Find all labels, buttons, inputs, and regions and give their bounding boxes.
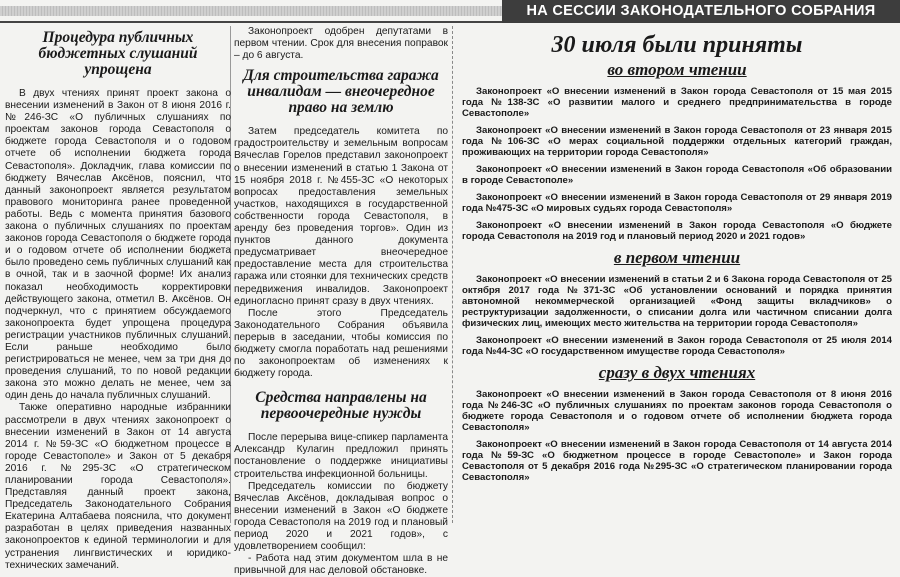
law-item: Законопроект «О внесении изменений в Закон города Севастополя от 23 января 2015 года №106-ЗС «О мерах социальной поддержки отдельных категорий граждан, проживающих на территории города Севастополя» xyxy=(462,125,892,158)
laws-title: 30 июля были приняты xyxy=(551,32,803,58)
header-rule xyxy=(0,21,502,23)
article-paragraph: После этого Председатель Законодательного Собрания объявила перерыв в заседании, чтобы комиссия по бюджету смогла поработать над решениями по законопроектам об изменениях к бюджету города. xyxy=(234,307,448,380)
section-banner: НА СЕССИИ ЗАКОНОДАТЕЛЬНОГО СОБРАНИЯ xyxy=(502,0,900,23)
law-item: Законопроект «О внесении изменений в Закон города Севастополя «Об образовании в городе Севастополе» xyxy=(462,164,892,186)
article-column-1 xyxy=(5,26,231,571)
reading-heading: в первом чтении xyxy=(613,248,741,267)
reading-heading: во втором чтении xyxy=(607,60,747,79)
column-divider-dashed xyxy=(452,26,454,523)
law-item: Законопроект «О внесении изменений в Закон города Севастополя от 14 августа 2014 года №59-ЗС «О бюджетном процессе в городе Севастополе» и Закон города Севастополя от 5 декабря 2016 года №295-ЗС «О стратегическом планировании города Севастополя» xyxy=(462,439,892,483)
law-item: Законопроект «О внесении изменений в Закон города Севастополя «О бюджете города Севастополя на 2019 год и плановый период 2020 и 2021 годов» xyxy=(462,220,892,242)
article-headline: Для строительства гаража инвалидам — внеочередное право на землю xyxy=(243,67,439,117)
header-grey-band xyxy=(0,6,502,16)
article-headline: Процедура публичных бюджетных слушаний упрощена xyxy=(38,29,198,78)
page-header xyxy=(0,0,900,26)
reading-heading: сразу в двух чтениях xyxy=(598,363,756,382)
article-paragraph: В двух чтениях принят проект закона о внесении изменений в Закон от 8 июня 2016 г. №246-ЗС «О публичных слушаниях по проектам законов города Севастополя о бюджете города Севастополя и о годовом отчете об исполнении бюджета города Севастополя». Докладчик, глава комиссии по бюджету Вячеслав Аксёнов, пояснил, что данный законопроект является результатом правового мониторинга ранее проведенной работы. Ведь с момента принятия базового закона о публичных слушаниях по проектам законов города Севастополя о бюджете города и о годовом отчете об исполнении бюджета было проведено семь публичных слушаний как в очной, так и в заочной форме! Их анализ показал необходимость корректировки действующего закона, отметил В. Аксёнов. Он подчеркнул, что с принятием обсуждаемого законопроекта будет упрощена процедура регистрации участников публичных слушаний. Если раньше необходимо было регистрироваться не менее, чем за три дня до проведения слушаний, то по новой редакции закона это можно делать не менее, чем за один день до начала публичных слушаний. xyxy=(5,88,231,402)
article-paragraph: - Работа над этим документом шла в не привычной для нас деловой обстановке. xyxy=(234,553,448,577)
article-paragraph: Затем председатель комитета по градостроительству и земельным вопросам Вячеслав Горелов представил законопроект о внесении изменений в статью 1 Закона от 15 ноября 2018 г. №455-ЗС «О некоторых вопросах предоставления земельных участков, находящихся в государственной собственности города Севастополя, в аренду без проведения торгов». Один из пунктов данного документа предусматривает внеочередное предоставление места для строительства гаража или стоянки для технических средств передвижения инвалидов. Законопроект единогласно принят сразу в двух чтениях. xyxy=(234,126,448,307)
law-item: Законопроект «О внесении изменений в Закон города Севастополя от 29 января 2019 года №475-ЗС «О мировых судьях города Севастополя» xyxy=(462,192,892,214)
article-column-2 xyxy=(234,26,448,577)
law-item: Законопроект «О внесении изменений в Закон города Севастополя от 25 июля 2014 года №44-ЗС «О государственном имуществе города Севастополя» xyxy=(462,335,892,357)
article-paragraph: Председатель комиссии по бюджету Вячеслав Аксёнов, докладывая вопрос о внесении изменений в Закон «О бюджете города Севастополя на 2019 год и плановый период 2020 и 2021 годов», с удовлетворением сообщил: xyxy=(234,480,448,553)
law-item: Законопроект «О внесении изменений в Закон города Севастополя от 15 мая 2015 года №138-ЗС «О развитии малого и среднего предпринимательства в городе Севастополе» xyxy=(462,86,892,119)
laws-column xyxy=(462,26,892,523)
law-item: Законопроект «О внесении изменений в статьи 2 и 6 Закона города Севастополя от 25 октября 2017 года №371-ЗС «Об установлении оснований и порядка принятия автономной некоммерческой организацией «Фонд защиты вкладчиков» о реструктуризации задолженности, о списании долга или частичном списании долга физических лиц, имеющих место жительства на территории города Севастополя» xyxy=(462,274,892,329)
article-headline: Средства направлены на первоочередные нужды xyxy=(255,389,427,423)
law-item: Законопроект «О внесении изменений в Закон города Севастополя от 8 июня 2016 года №246-ЗС «О публичных слушаниях по проектам законов города Севастополя о бюджете города Севастополя и о годовом отчете об исполнении бюджета города Севастополя» xyxy=(462,389,892,433)
article-paragraph: После перерыва вице-спикер парламента Александр Кулагин предложил принять постановление о поддержке инициативы строительства инфекционной больницы. xyxy=(234,432,448,480)
article-paragraph: Также оперативно народные избранники рассмотрели в двух чтениях законопроект о внесении изменений в Закон от 14 августа 2014 г. №59-ЗС «О бюджетном процессе в городе Севастополе» и Закон от 5 декабря 2016 г. №295-ЗС «О стратегическом планировании города Севастополя». Представляя данный проект закона, Председатель Законодательного Собрания Екатерина Алтабаева пояснила, что документ разработан в целях приведения названных законопроектов к единой терминологии и для устранения лингвистических и юридико-технических замечаний. xyxy=(5,402,231,571)
article-paragraph: Законопроект одобрен депутатами в первом чтении. Срок для внесения поправок – до 6 августа. xyxy=(234,26,448,62)
